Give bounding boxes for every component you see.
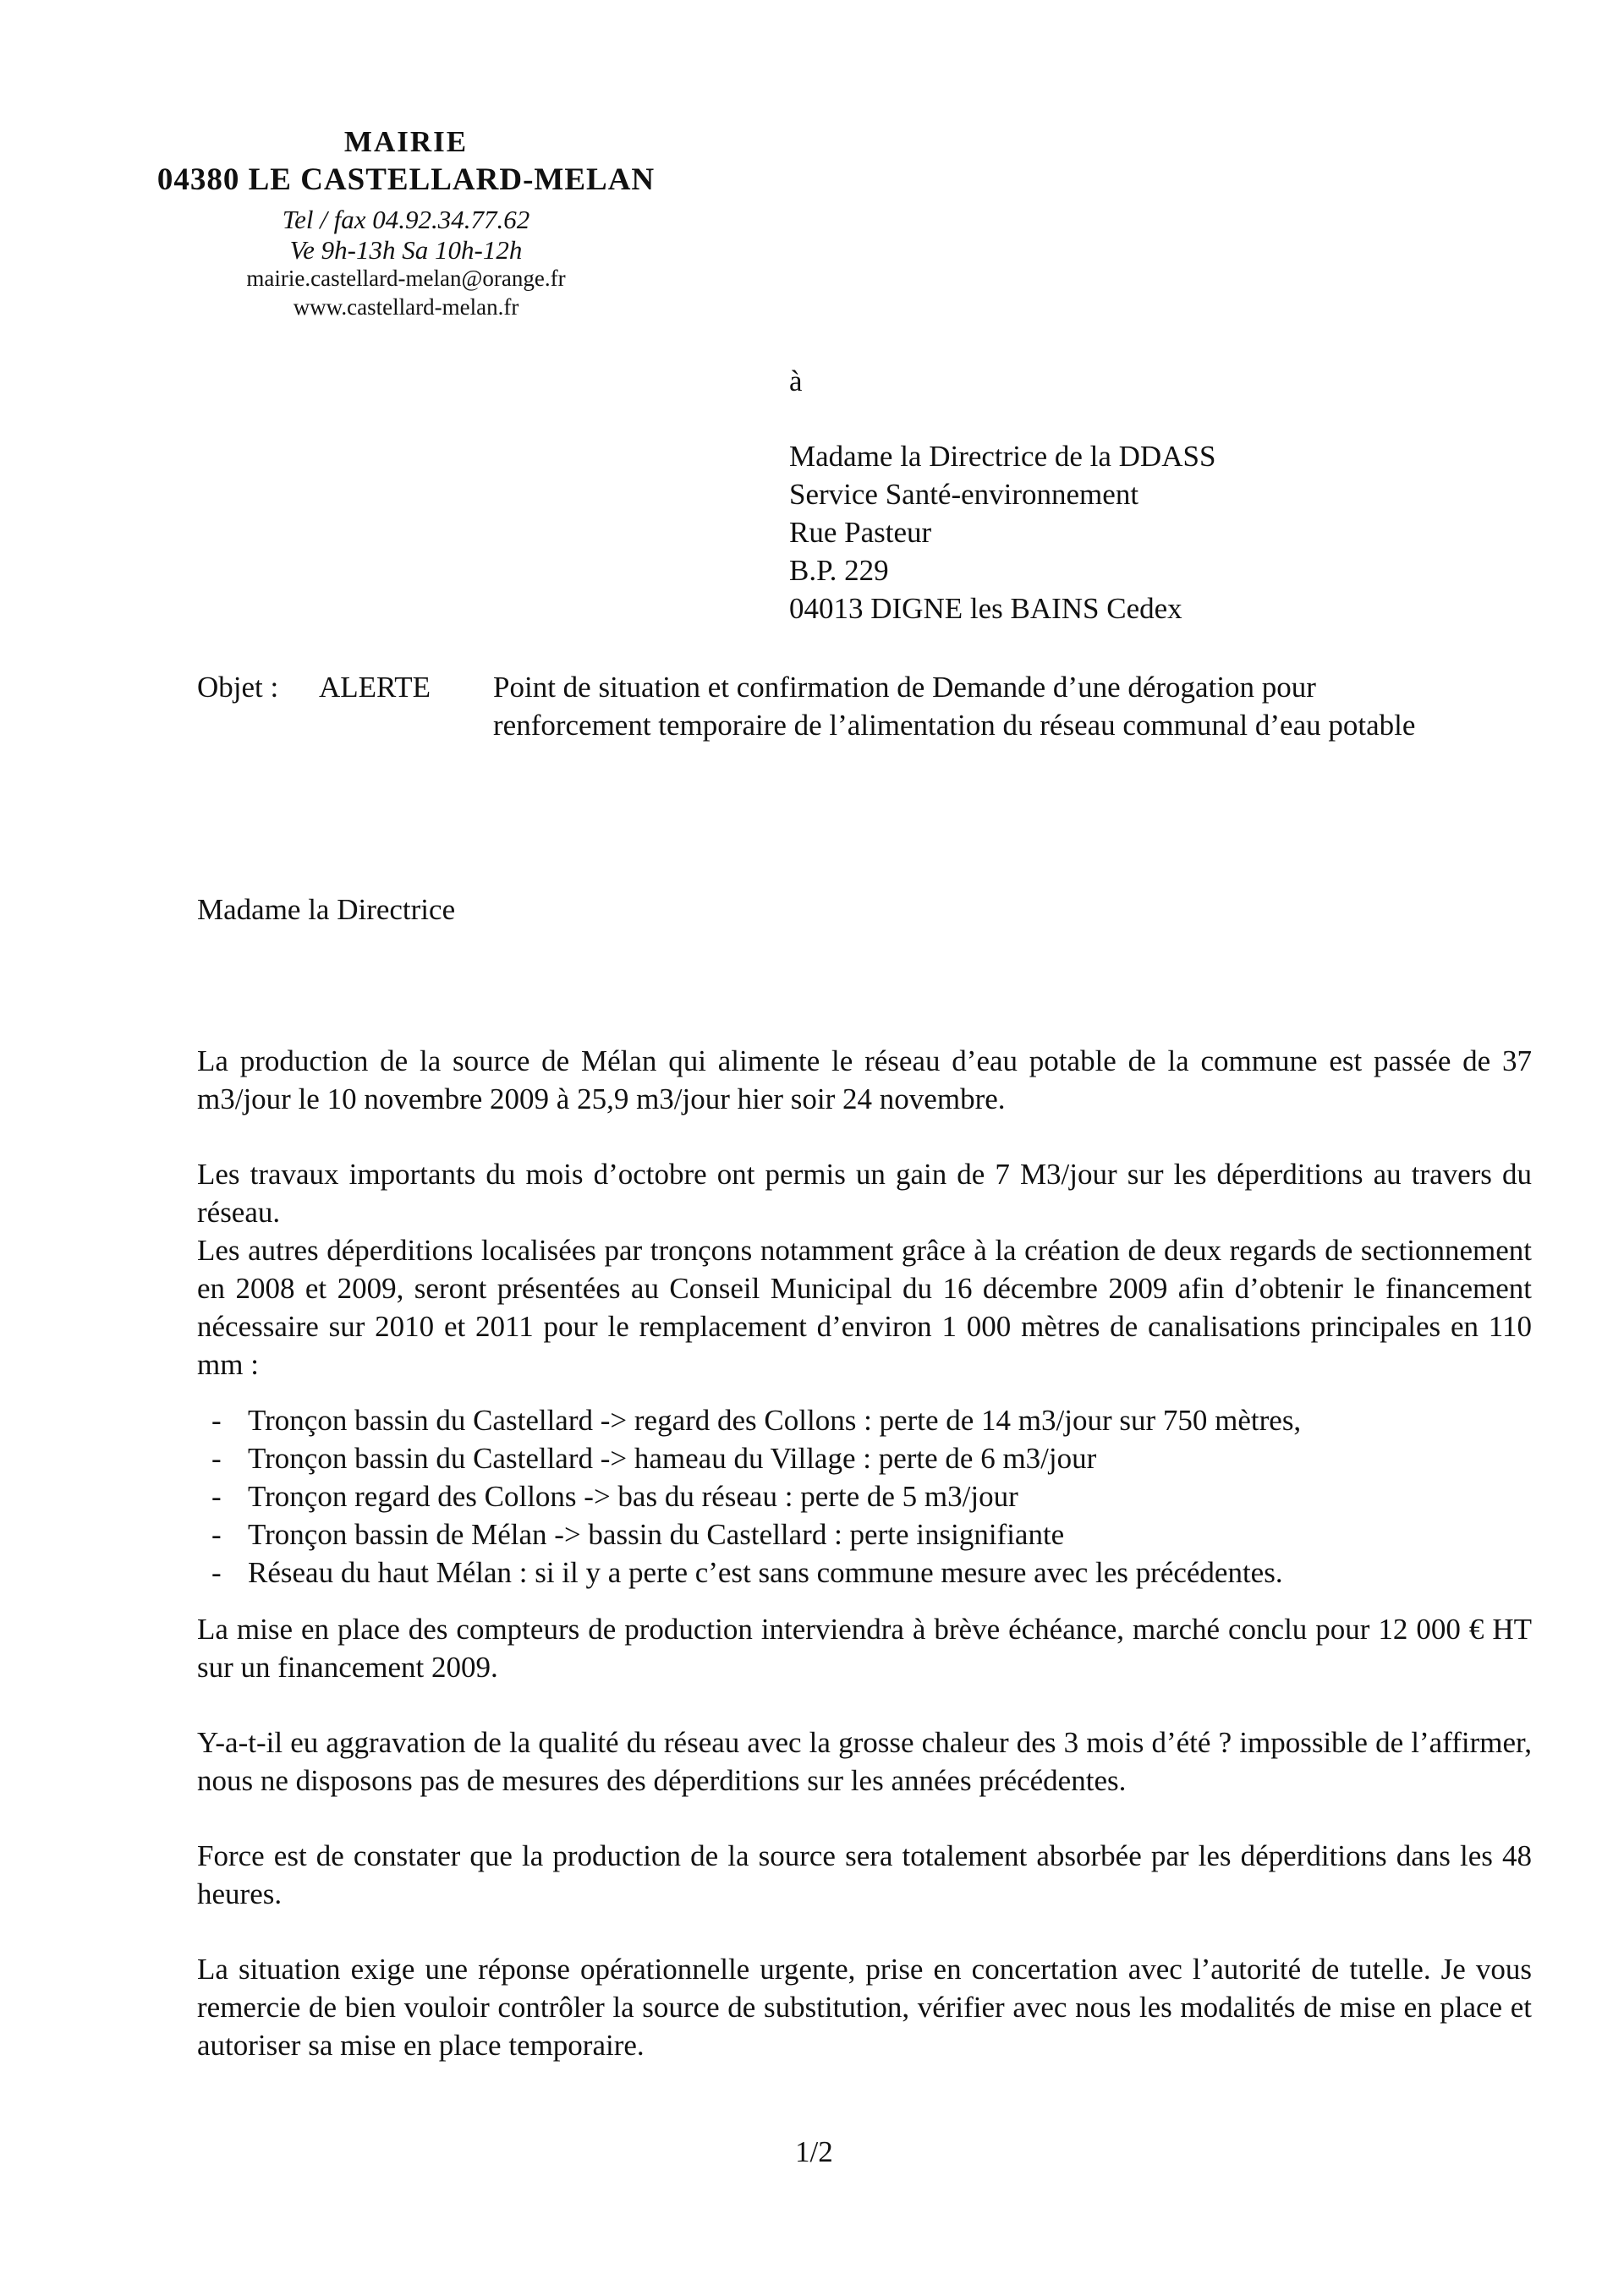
letterhead-website: www.castellard-melan.fr bbox=[293, 294, 519, 320]
salutation: Madame la Directrice bbox=[197, 893, 456, 926]
list-item bbox=[197, 1439, 1301, 1477]
letterhead-hours: Ve 9h-13h Sa 10h-12h bbox=[289, 235, 523, 265]
paragraph-deperditions: Les autres déperditions localisées par tronçons notamment grâce à la création de deux regards de sectionnement en 2008 et 2009, seront présentées au Conseil Municipal du 16 décembre 2009 afin d’obtenir le financement nécessaire sur 2010 et 2011 pour le remplacement d’environ 1 000 mètres de canalisations principales en 110 mm : bbox=[197, 1234, 1532, 1381]
list-item-text: Tronçon bassin du Castellard -> hameau du Village : perte de 6 m3/jour bbox=[248, 1442, 1097, 1475]
subject-text bbox=[493, 668, 1415, 744]
subject-label: Objet : bbox=[197, 671, 279, 704]
list-item-text: Tronçon bassin du Castellard -> regard des Collons : perte de 14 m3/jour sur 750 mètres, bbox=[248, 1404, 1302, 1437]
recipient-address bbox=[789, 437, 1215, 627]
list-bullet: - bbox=[211, 1518, 222, 1551]
recipient-prefix: à bbox=[789, 364, 803, 397]
list-item-text: Tronçon bassin de Mélan -> bassin du Castellard : perte insignifiante bbox=[248, 1518, 1065, 1551]
subject-line: Point de situation et confirmation de Demande d’une dérogation pour bbox=[493, 671, 1316, 704]
letterhead-title: MAIRIE bbox=[343, 125, 469, 158]
subject-line: renforcement temporaire de l’alimentation du réseau communal d’eau potable bbox=[493, 709, 1416, 742]
recipient-line: Madame la Directrice de la DDASS bbox=[789, 440, 1216, 473]
list-item-text: Réseau du haut Mélan : si il y a perte c’est sans commune mesure avec les précédentes. bbox=[248, 1556, 1283, 1589]
letterhead-stamp bbox=[127, 127, 685, 325]
subject-tag: ALERTE bbox=[319, 671, 431, 704]
list-item bbox=[197, 1553, 1301, 1592]
list-bullet: - bbox=[211, 1404, 222, 1437]
paragraph-situation: La situation exige une réponse opérationnelle urgente, prise en concertation avec l’autorité de tutelle. Je vous remercie de bien vouloir contrôler la source de substitution, vérifier avec nous les modalités de mise en place et autoriser sa mise en place temporaire. bbox=[197, 1953, 1532, 2062]
page-number: 1/2 bbox=[795, 2135, 833, 2168]
paragraph-travaux: Les travaux importants du mois d’octobre ont permis un gain de 7 M3/jour sur les déperditions au travers du réseau. bbox=[197, 1158, 1532, 1229]
list-item bbox=[197, 1515, 1301, 1553]
list-item-text: Tronçon regard des Collons -> bas du réseau : perte de 5 m3/jour bbox=[248, 1480, 1018, 1513]
paragraph-aggravation: Y-a-t-il eu aggravation de la qualité du réseau avec la grosse chaleur des 3 mois d’été ? impossible de l’affirmer, nous ne disposons pas de mesures des déperditions sur les années précédentes. bbox=[197, 1726, 1532, 1797]
list-bullet: - bbox=[211, 1442, 222, 1475]
list-bullet: - bbox=[211, 1480, 222, 1513]
list-item bbox=[197, 1477, 1301, 1515]
recipient-line: 04013 DIGNE les BAINS Cedex bbox=[789, 592, 1182, 625]
recipient-line: Service Santé-environnement bbox=[789, 478, 1139, 511]
paragraph-constat: Force est de constater que la production de la source sera totalement absorbée par les déperditions dans les 48 heures. bbox=[197, 1839, 1532, 1910]
list-item bbox=[197, 1401, 1301, 1439]
letterhead-email: mairie.castellard-melan@orange.fr bbox=[246, 266, 566, 291]
recipient-line: B.P. 229 bbox=[789, 554, 889, 587]
letterhead-commune: 04380 LE CASTELLARD-MELAN bbox=[156, 162, 656, 197]
list-bullet: - bbox=[211, 1556, 222, 1589]
recipient-line: Rue Pasteur bbox=[789, 516, 932, 549]
paragraph-production: La production de la source de Mélan qui alimente le réseau d’eau potable de la commune est passée de 37 m3/jour le 10 novembre 2009 à 25,9 m3/jour hier soir 24 novembre. bbox=[197, 1044, 1532, 1115]
section-loss-list bbox=[197, 1401, 1301, 1592]
paragraph-compteurs: La mise en place des compteurs de production interviendra à brève échéance, marché conclu pour 12 000 € HT sur un financement 2009. bbox=[197, 1613, 1532, 1684]
letterhead-phone: Tel / fax 04.92.34.77.62 bbox=[282, 205, 530, 234]
